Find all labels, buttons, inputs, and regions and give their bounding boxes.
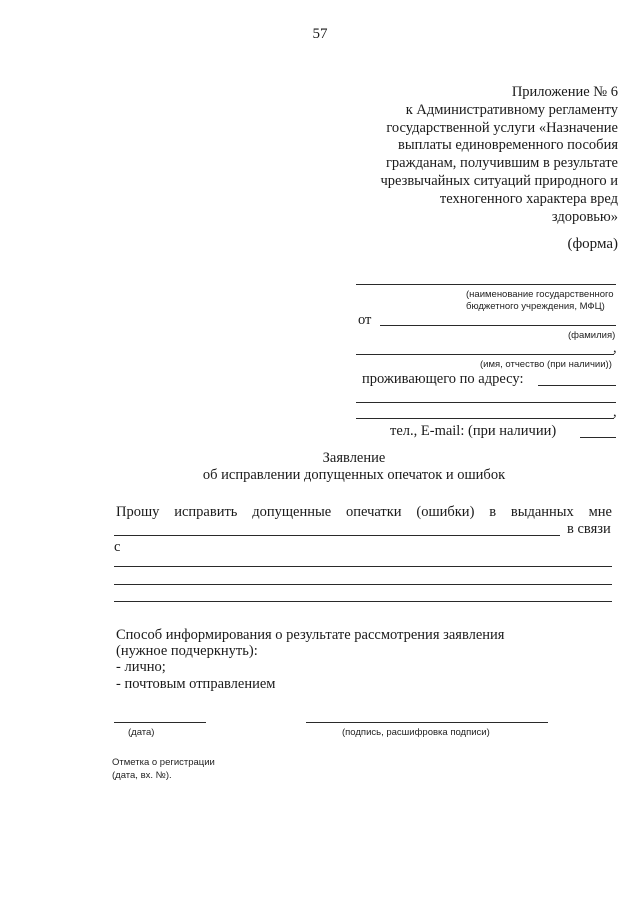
registration-text: (дата, вх. №). [112,770,172,781]
reason-field-line [114,584,612,585]
in-connection-text: в связи [567,521,611,537]
appendix-line: государственной услуги «Назначение [386,119,618,136]
phone-label: тел., E-mail: (при наличии) [390,423,557,439]
address-field-line [356,418,614,419]
notification-text: (нужное подчеркнуть): [116,643,258,659]
appendix-header [380,84,618,226]
with-text: с [114,539,121,555]
notification-option: - лично; [116,659,166,675]
form-label: (форма) [567,236,618,252]
appendix-line: к Административному регламенту [405,101,618,118]
comma: , [613,404,617,420]
institution-caption: бюджетного учреждения, МФЦ) [466,301,605,312]
name-caption: (имя, отчество (при наличии)) [480,359,612,370]
appendix-line: гражданам, получившим в результате [385,155,618,172]
signature-caption: (подпись, расшифровка подписи) [342,727,490,738]
reason-field-line [114,601,612,602]
page-number: 57 [312,26,328,42]
appendix-line: техногенного характера вред [439,190,618,207]
signature-field-line [306,722,548,723]
document-title: Заявление [322,450,386,466]
date-field-line [114,722,206,723]
institution-field-line [356,284,616,285]
institution-caption: (наименование государственного [466,289,614,300]
address-field-line [538,385,616,386]
address-label: проживающего по адресу: [362,371,524,387]
request-field-line [114,535,560,536]
surname-caption: (фамилия) [568,330,616,341]
request-text: Прошу исправить допущенные опечатки (ошибки) в выданных мне [116,504,612,520]
comma: , [613,340,617,356]
from-label: от [358,312,372,328]
registration-text: Отметка о регистрации [112,757,215,768]
reason-field-line [114,566,612,567]
appendix-line: Приложение № 6 [511,84,618,100]
notification-text: Способ информирования о результате рассмотрения заявления [116,627,505,643]
notification-option: - почтовым отправлением [116,676,276,692]
appendix-line: чрезвычайных ситуаций природного и [380,172,618,189]
address-field-line [356,402,616,403]
document-subtitle: об исправлении допущенных опечаток и ошибок [202,467,506,483]
appendix-line: выплаты единовременного пособия [398,137,618,154]
name-field-line [356,354,614,355]
surname-field-line [380,325,616,326]
phone-field-line [580,437,616,438]
appendix-line: здоровью» [551,208,618,225]
date-caption: (дата) [128,727,155,738]
